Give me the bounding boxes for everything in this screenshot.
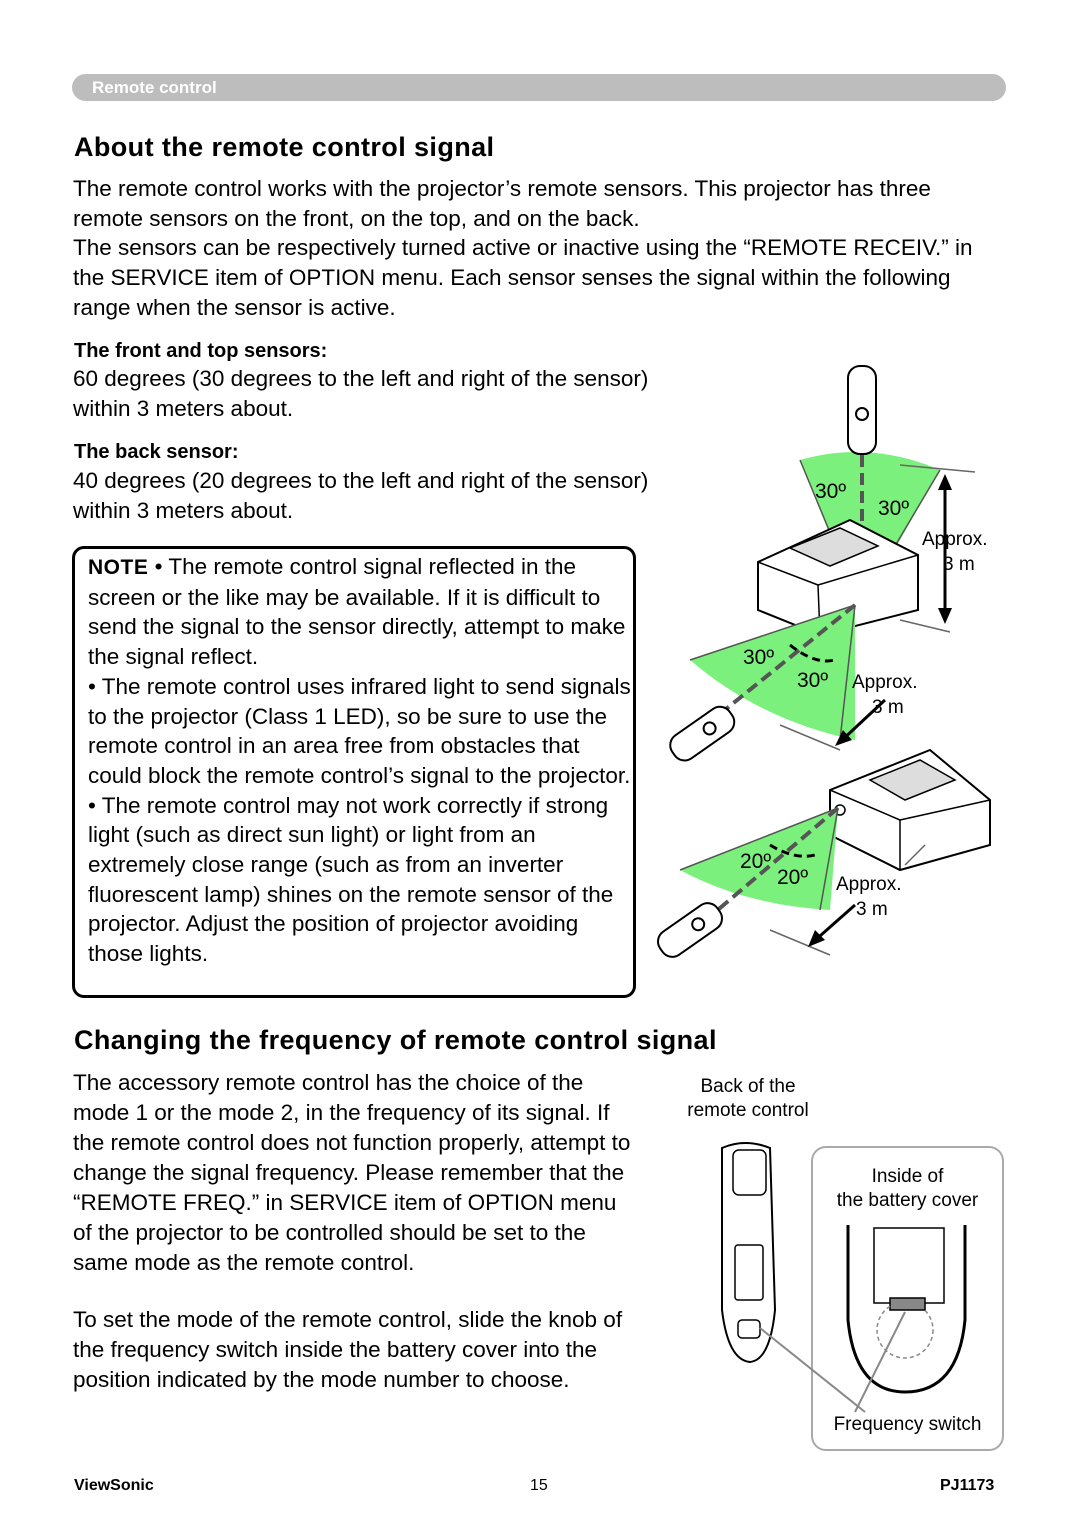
frequency-paragraph-1: The accessory remote control has the choice of the mode 1 or the mode 2, in the frequency of its signal. If the remote control does not function properly, attempt to change the signal frequency. Please remember that the “REMOTE FREQ.” in SERVICE item of OPTION menu of the projector to be controlled should be set to the same mode as the remote control. xyxy=(73,1070,631,1275)
back-angle-left-label: 20º xyxy=(740,850,772,873)
inside-battery-cover-label-line2: the battery cover xyxy=(836,1190,979,1211)
footer-page-number: 15 xyxy=(530,1477,548,1494)
back-of-remote-label-line1: Back of the xyxy=(700,1076,796,1097)
front-angle-left-label: 30º xyxy=(743,646,775,669)
section-tab-label: Remote control xyxy=(92,78,217,97)
back-distance-label-2: 3 m xyxy=(856,899,888,920)
front-angle-right-label: 30º xyxy=(797,669,829,692)
footer-brand: ViewSonic xyxy=(74,1477,154,1494)
heading-frequency: Changing the frequency of remote control signal xyxy=(74,1025,717,1055)
intro-paragraph-1: The remote control works with the projector’s remote sensors. This projector has three remote sensors on the front, on the top, and on the back. xyxy=(73,176,931,231)
frequency-paragraph-2: To set the mode of the remote control, slide the knob of the frequency switch inside the battery cover into the position indicated by the mode number to choose. xyxy=(73,1307,623,1392)
note-bullet-1-text: • The remote control signal reflected in the screen or the like may be available. If it is difficult to send the signal to the sensor directly, attempt to make the signal reflect. xyxy=(88,554,626,670)
front-top-sensors-text: 60 degrees (30 degrees to the left and right of the sensor) within 3 meters about. xyxy=(73,366,649,421)
back-distance-label-1: Approx. xyxy=(836,874,902,895)
inside-battery-cover-label xyxy=(812,1165,1003,1213)
back-of-remote-label-line2: remote control xyxy=(687,1100,809,1121)
heading-remote-signal: About the remote control signal xyxy=(74,132,495,162)
back-sensor-text: 40 degrees (20 degrees to the left and right of the sensor) within 3 meters about. xyxy=(73,468,649,523)
back-angle-right-label: 20º xyxy=(777,866,809,889)
frequency-switch-label: Frequency switch xyxy=(833,1414,982,1435)
top-angle-right-label: 30º xyxy=(878,497,910,520)
note-label: NOTE xyxy=(88,556,149,579)
front-top-sensors-title: The front and top sensors: xyxy=(74,340,328,362)
note-bullet-2: • The remote control uses infrared light to send signals to the projector (Class 1 LED), so be sure to use the remote control in an area free from obstacles that could block the remote control’s signal to the projector. xyxy=(88,673,631,788)
footer-model: PJ1173 xyxy=(940,1477,995,1494)
intro-paragraph-2: The sensors can be respectively turned active or inactive using the “REMOTE RECEIV.” in the SERVICE item of OPTION menu. Each sensor senses the signal within the following range when the sensor is active. xyxy=(73,235,973,320)
back-sensor-title: The back sensor: xyxy=(74,441,239,463)
front-distance-label-1: Approx. xyxy=(852,672,918,693)
top-angle-left-label: 30º xyxy=(815,480,847,503)
top-distance-label-2: 3 m xyxy=(943,554,975,575)
front-distance-label-2: 3 m xyxy=(872,697,904,718)
note-bullet-3: • The remote control may not work correctly if strong light (such as direct sun light) or light from an extremely close range (such as from an inverter fluorescent lamp) shines on the remote sensor of the projector. Adjust the position of projector avoiding those lights. xyxy=(88,792,614,967)
top-distance-label-1: Approx. xyxy=(922,529,988,550)
inside-battery-cover-label-line1: Inside of xyxy=(871,1166,944,1187)
